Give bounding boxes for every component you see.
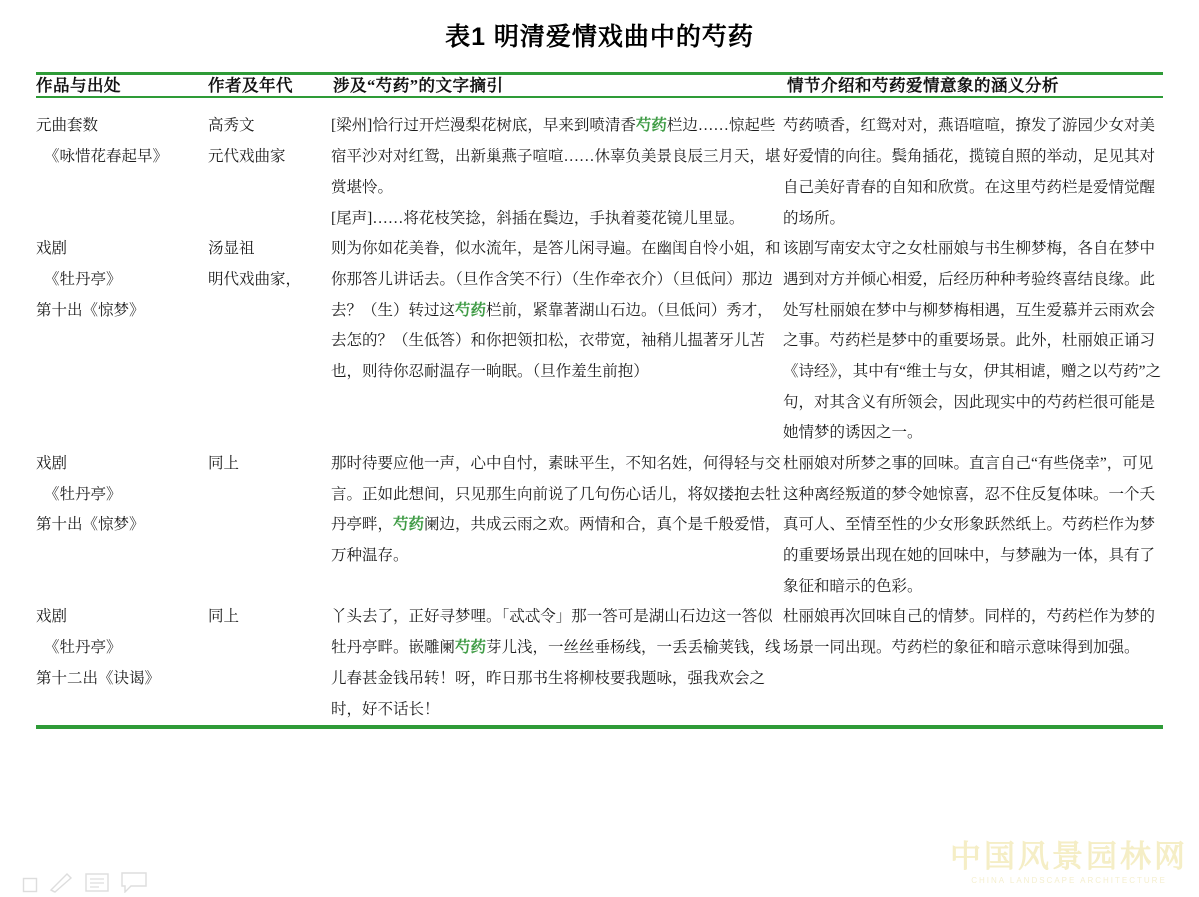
- table-row: [36, 449, 1163, 602]
- analysis-paragraph: 杜丽娘再次回味自己的情梦。同样的，芍药栏作为梦的场景一同出现。芍药栏的象征和暗示意味得到加强。: [783, 608, 1156, 657]
- analysis-paragraph: 该剧写南安太守之女杜丽娘与书生柳梦梅，各自在梦中遇到对方并倾心相爱，后经历种种考验终喜结良缘。此处写杜丽娘在梦中与柳梦梅相遇，互生爱慕并云雨欢会之事。芍药栏是梦中的重要场景。此外，杜丽娘正诵习《诗经》，其中有“维士与女，伊其相谑，赠之以芍药”之句，对其含义有所领会，因此现实中的芍药栏很可能是她情梦的诱因之一。: [783, 240, 1162, 442]
- author-line: 同上: [208, 608, 240, 626]
- keyword-shaoyao: 芍药: [393, 516, 425, 534]
- excerpt-paragraph: [331, 449, 783, 572]
- analysis-paragraph: 芍药喷香，红鸳对对，燕语喧喧，撩发了游园少女对美好爱情的向往。鬓角插花，揽镜自照的举动，足见其对自己美好青春的自知和欣赏。在这里芍药栏是爱情觉醒的场所。: [783, 117, 1156, 227]
- square-icon: [22, 877, 38, 893]
- author-line: 同上: [208, 455, 240, 472]
- work-line: 元曲套数: [36, 117, 99, 135]
- work-line: 戏剧: [36, 608, 68, 626]
- excerpt-paragraph: [331, 234, 783, 387]
- work-line: 《牡丹亭》: [44, 639, 122, 657]
- cell-excerpt: [331, 98, 783, 234]
- column-header-author: 作者及年代: [208, 76, 293, 95]
- footer-area: [0, 837, 1199, 897]
- page-title: 表1 明清爱情戏曲中的芍药: [445, 23, 754, 51]
- watermark-subtitle: CHINA LANDSCAPE ARCHITECTURE: [971, 876, 1167, 885]
- table-row: [36, 234, 1163, 449]
- keyword-shaoyao: 芍药: [635, 117, 667, 135]
- work-line: 《咏惜花春起早》: [44, 148, 169, 166]
- work-line: 《牡丹亭》: [44, 270, 122, 288]
- corner-icon-group: [22, 871, 148, 893]
- table-head: [36, 75, 1163, 96]
- author-line: 明代戏曲家，: [208, 270, 302, 288]
- excerpt-paragraph: [331, 111, 783, 203]
- excerpt-post-text: 栏前，紧靠著湖山石边。（旦低问）秀才，去怎的？（生低答）和你把领扣松，衣带宽，袖稍儿揾著牙儿苫也，则待你忍耐温存一晌眠。（旦作羞生前抱）: [331, 301, 773, 380]
- cell-author: [208, 602, 331, 725]
- column-header-excerpt: 涉及“芍药”的文字摘引: [333, 76, 504, 95]
- table-row: [36, 602, 1163, 725]
- cell-author: [208, 449, 331, 602]
- cell-analysis: [783, 602, 1163, 725]
- cell-analysis: [783, 234, 1163, 449]
- cell-work: [36, 449, 208, 602]
- excerpt-post-text: 栏边……惊起些宿平沙对对红鸳，出新巢燕子喧喧……休辜负美景良辰三月天，堪赏堪怜。: [331, 117, 781, 196]
- cell-excerpt: [331, 449, 783, 602]
- work-line: 戏剧: [36, 455, 68, 472]
- excerpt-pre-text: 则为你如花美眷，似水流年，是答儿闲寻遍。在幽闺自怜小姐，和你那答儿讲话去。（旦作含笑不行）（生作牵衣介）（旦低问）那边去？（生）转过这: [331, 240, 781, 319]
- header-row: [36, 75, 1163, 96]
- excerpt-pre-text: [梁州]恰行过开烂漫梨花树底，早来到喷清香: [331, 117, 636, 135]
- cell-analysis: [783, 98, 1163, 234]
- callout-icon: [120, 871, 148, 893]
- cell-analysis: [783, 449, 1163, 602]
- work-line: 第十出《惊梦》: [36, 516, 145, 534]
- excerpt-tail-paragraph: [尾声]……将花枝笑捻，斜插在鬓边，手执着菱花镜儿里显。: [331, 209, 745, 227]
- keyword-shaoyao: 芍药: [455, 639, 487, 657]
- cell-work: [36, 234, 208, 449]
- table-container: [36, 72, 1163, 729]
- cell-author: [208, 98, 331, 234]
- excerpt-post-text: 阑边，共成云雨之欢。两情和合，真个是千般爱惜，万种温存。: [331, 516, 781, 565]
- work-line: 第十二出《诀谒》: [36, 669, 161, 687]
- keyword-shaoyao: 芍药: [455, 301, 487, 319]
- document-icon: [84, 871, 110, 893]
- author-line: 元代戏曲家: [208, 148, 286, 166]
- table-body: [36, 98, 1163, 725]
- author-line: 汤显祖: [208, 240, 255, 258]
- table-bottom-rule: [36, 725, 1163, 729]
- author-line: 高秀文: [208, 117, 255, 135]
- site-watermark: [949, 841, 1189, 895]
- excerpt-post-text: 芽儿浅，一丝丝垂杨线，一丢丢榆荚钱，线儿春甚金钱吊转！呀，昨日那书生将柳枝要我题咏，强我欢会之时，好不话长！: [331, 639, 781, 718]
- cell-excerpt: [331, 234, 783, 449]
- excerpt-pre-text: 丫头去了，正好寻梦哩。「忒忒令」那一答可是湖山石边这一答似牡丹亭畔。嵌雕阑: [331, 608, 773, 657]
- cell-work: [36, 98, 208, 234]
- table-row: [36, 98, 1163, 234]
- analysis-paragraph: 杜丽娘对所梦之事的回味。直言自己“有些侥幸”，可见这种离经叛道的梦令她惊喜，忍不住反复体味。一个夭真可人、至情至性的少女形象跃然纸上。芍药栏作为梦的重要场景出现在她的回味中，与梦融为一体，具有了象征和暗示的色彩。: [783, 455, 1156, 595]
- column-header-analysis: 情节介绍和芍药爱情意象的涵义分析: [787, 76, 1059, 95]
- work-line: 戏剧: [36, 240, 68, 258]
- column-header-work: 作品与出处: [36, 76, 121, 95]
- work-line: 《牡丹亭》: [44, 485, 122, 503]
- pencil-icon: [48, 871, 74, 893]
- work-line: 第十出《惊梦》: [36, 301, 145, 319]
- cell-author: [208, 234, 331, 449]
- data-table-body: [36, 98, 1163, 725]
- cell-work: [36, 602, 208, 725]
- excerpt-pre-text: 那时待要应他一声，心中自忖，素昧平生，不知名姓，何得轻与交言。正如此想间，只见那生向前说了几句伤心话儿，将奴搂抱去牡丹亭畔，: [331, 455, 781, 534]
- watermark-title: 中国风景园林网: [950, 839, 1188, 874]
- excerpt-paragraph: [331, 602, 783, 725]
- cell-excerpt: [331, 602, 783, 725]
- data-table: [36, 75, 1163, 96]
